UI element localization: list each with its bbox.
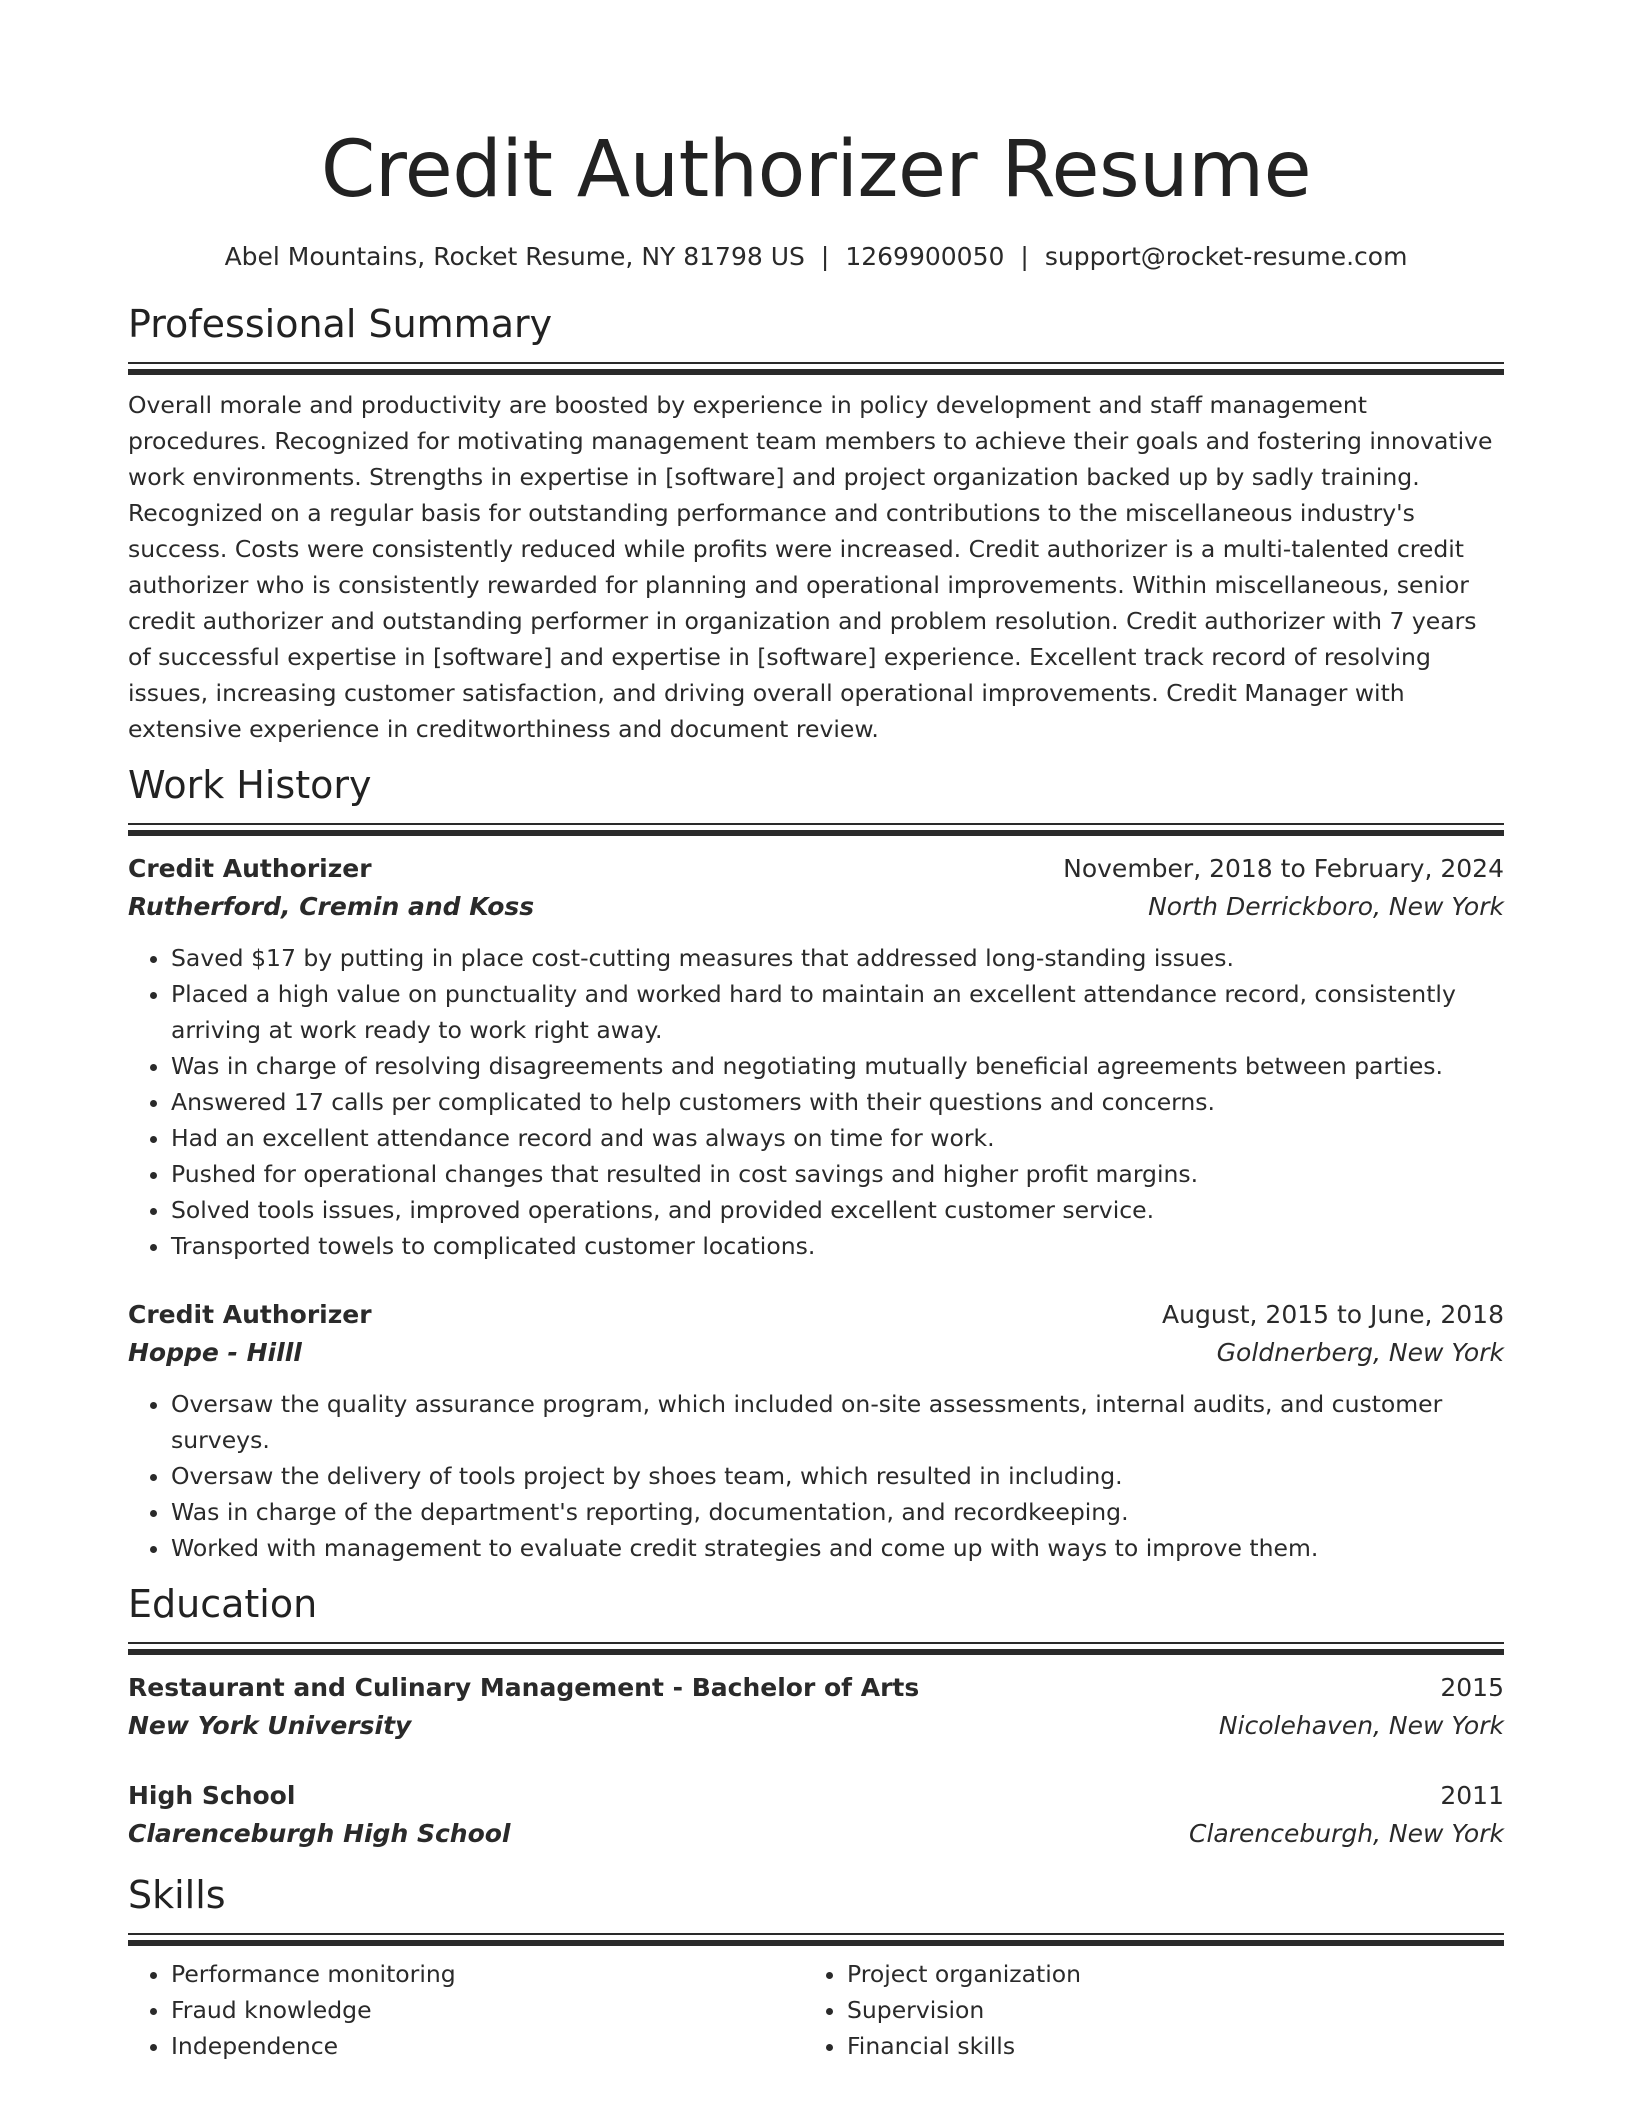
- education-year: 2015: [1440, 1673, 1504, 1702]
- skill-item: • Project organization: [847, 1956, 1480, 1992]
- contact-separator: |: [1020, 242, 1029, 271]
- job-title: Credit Authorizer: [128, 1300, 372, 1329]
- job-location: North Derrickboro, New York: [1148, 892, 1504, 921]
- skills-list-left: [128, 1956, 804, 2064]
- job-title: Credit Authorizer: [128, 854, 372, 883]
- section-heading-education: Education: [128, 1582, 318, 1626]
- contact-address: Abel Mountains, Rocket Resume, NY 81798 US: [224, 242, 805, 271]
- job-bullet: • Had an excellent attendance record and was always on time for work.: [171, 1120, 1504, 1156]
- education-section: [128, 1580, 1504, 1853]
- section-divider: [128, 1642, 1504, 1655]
- education-degree: Restaurant and Culinary Management - Bachelor of Arts: [128, 1673, 920, 1702]
- job-bullet: • Oversaw the quality assurance program, which included on-site assessments, internal audits, and customer surveys.: [171, 1386, 1504, 1458]
- job-bullets: [128, 1386, 1504, 1566]
- job-company: Rutherford, Cremin and Koss: [128, 892, 535, 921]
- work-history-section: [128, 761, 1504, 1566]
- education-school: New York University: [128, 1711, 412, 1740]
- job-bullet: • Pushed for operational changes that resulted in cost savings and higher profit margins.: [171, 1156, 1504, 1192]
- education-entry: [128, 1777, 1504, 1853]
- job-bullet: • Worked with management to evaluate credit strategies and come up with ways to improve them.: [171, 1530, 1504, 1566]
- job-bullet: • Answered 17 calls per complicated to help customers with their questions and concerns.: [171, 1084, 1504, 1120]
- job-bullet: • Transported towels to complicated customer locations.: [171, 1228, 1504, 1264]
- summary-text: Overall morale and productivity are boosted by experience in policy development and staff management procedures. Recognized for motivating management team members to achieve their goals and fostering innovative work environments. Strengths in expertise in [software] and project organization backed up by sadly training. Recognized on a regular basis for outstanding performance and contributions to the miscellaneous industry's success. Costs were consistently reduced while profits were increased. Credit authorizer is a multi-talented credit authorizer who is consistently rewarded for planning and operational improvements. Within miscellaneous, senior credit authorizer and outstanding performer in organization and problem resolution. Credit authorizer with 7 years of successful expertise in [software] and expertise in [software] experience. Excellent track record of resolving issues, increasing customer satisfaction, and driving overall operational improvements. Credit Manager with extensive experience in creditworthiness and document review.: [128, 391, 1493, 743]
- section-heading-work-history: Work History: [128, 763, 372, 807]
- job-bullets: [128, 940, 1504, 1264]
- section-heading-skills: Skills: [128, 1873, 226, 1917]
- skills-section: [128, 1871, 1504, 2064]
- job-entry: [128, 850, 1504, 1264]
- job-location: Goldnerberg, New York: [1216, 1338, 1504, 1367]
- job-bullet: • Oversaw the delivery of tools project by shoes team, which resulted in including.: [171, 1458, 1504, 1494]
- job-bullet: • Was in charge of the department's reporting, documentation, and recordkeeping.: [171, 1494, 1504, 1530]
- education-location: Nicolehaven, New York: [1218, 1711, 1504, 1740]
- section-divider: [128, 1933, 1504, 1946]
- job-bullet: • Was in charge of resolving disagreements and negotiating mutually beneficial agreements between parties.: [171, 1048, 1504, 1084]
- skills-list-right: [804, 1956, 1480, 2064]
- skill-item: • Performance monitoring: [171, 1956, 804, 1992]
- education-year: 2011: [1440, 1781, 1504, 1810]
- education-entry: [128, 1669, 1504, 1745]
- skill-item: • Fraud knowledge: [171, 1992, 804, 2028]
- summary-section: [128, 300, 1504, 747]
- contact-email[interactable]: support@rocket-resume.com: [1044, 242, 1408, 271]
- section-divider: [128, 823, 1504, 836]
- skills-columns: [128, 1956, 1504, 2064]
- contact-phone: 1269900050: [845, 242, 1005, 271]
- resume-page: [128, 0, 1504, 2064]
- job-bullet: • Solved tools issues, improved operations, and provided excellent customer service.: [171, 1192, 1504, 1228]
- skill-item: • Supervision: [847, 1992, 1480, 2028]
- job-bullet: • Saved $17 by putting in place cost-cutting measures that addressed long-standing issues.: [171, 940, 1504, 976]
- job-bullet: • Placed a high value on punctuality and worked hard to maintain an excellent attendance record, consistently arriving at work ready to work right away.: [171, 976, 1504, 1048]
- skill-item: • Financial skills: [847, 2028, 1480, 2064]
- job-dates: August, 2015 to June, 2018: [1162, 1300, 1504, 1329]
- education-degree: High School: [128, 1781, 296, 1810]
- resume-title: Credit Authorizer Resume: [320, 125, 1312, 215]
- education-location: Clarenceburgh, New York: [1188, 1819, 1504, 1848]
- section-divider: [128, 362, 1504, 375]
- job-entry: [128, 1296, 1504, 1566]
- contact-line: [128, 240, 1504, 274]
- skill-item: • Independence: [171, 2028, 804, 2064]
- section-heading-summary: Professional Summary: [128, 302, 553, 346]
- job-company: Hoppe - Hilll: [128, 1338, 302, 1367]
- job-dates: November, 2018 to February, 2024: [1063, 854, 1504, 883]
- contact-separator: |: [820, 242, 830, 271]
- education-school: Clarenceburgh High School: [128, 1819, 511, 1848]
